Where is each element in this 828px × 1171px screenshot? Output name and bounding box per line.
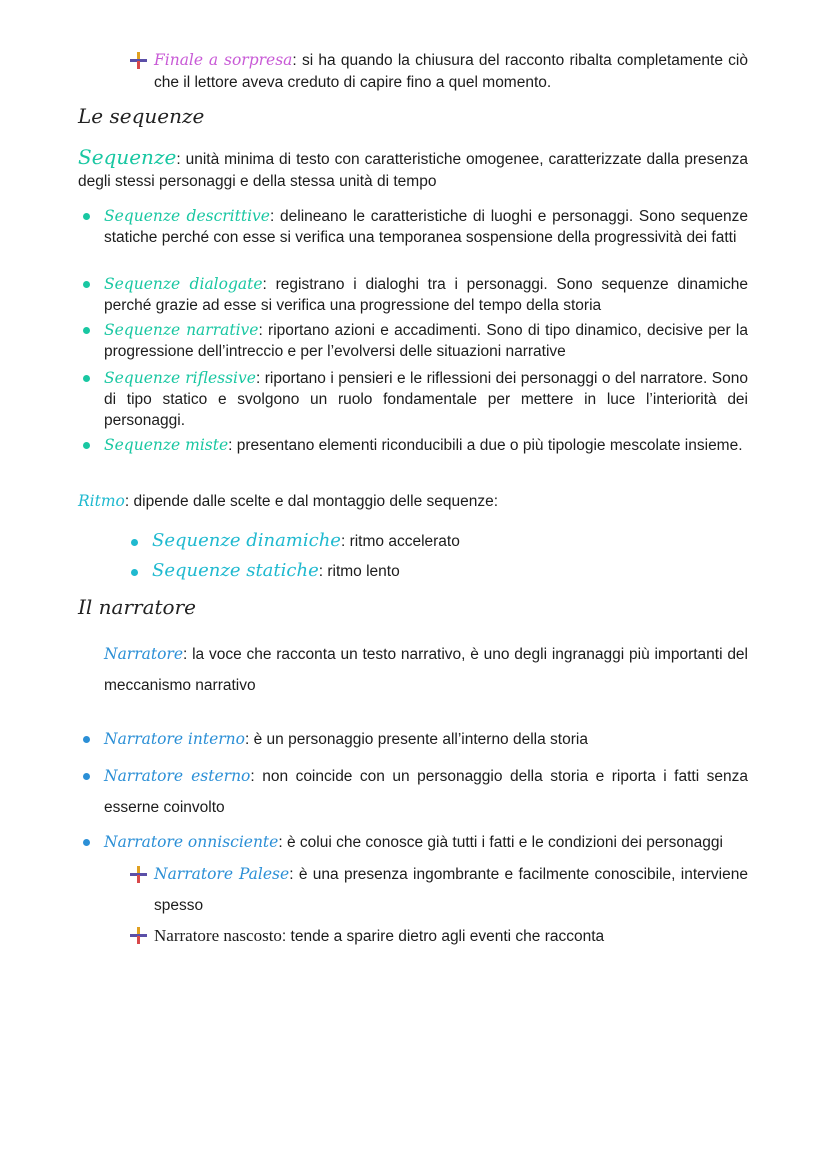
item-term: Sequenze dinamiche [152,530,341,551]
heading-narratore: Il narratore [78,595,196,619]
bullet-icon [83,327,90,334]
bullet-icon [83,281,90,288]
item-term: Narratore onnisciente [104,833,279,851]
ritmo-text: : dipende dalle scelte e dal montaggio delle sequenze: [124,493,499,510]
item-text: : ritmo accelerato [340,533,460,550]
list-item-ritmo-statiche [152,560,400,583]
item-text: : non coincide con un personaggio della storia e riporta i fatti senza esserne coinvolto [104,768,748,816]
narratore-definition-text: : la voce che racconta un testo narrativo, è uno degli ingranaggi più importanti del meccanismo narrativo [104,646,748,694]
narratore-term: Narratore [104,645,184,663]
subitem-narratore-nascosto [154,920,748,952]
list-item-narratore-esterno [104,761,748,823]
item-text: : è un personaggio presente all’interno della storia [245,731,588,748]
item-term: Sequenze descrittive [104,207,270,225]
item-term: Sequenze riflessive [104,369,256,387]
bullet-icon [131,539,138,546]
item-text: : registrano i dialoghi tra i personaggi. Sono sequenze dinamiche perché grazie ad esse si verifica una progressione del tempo della storia [104,276,749,314]
item-term: Sequenze statiche [152,560,319,581]
narratore-definition [104,639,748,701]
item-text: : riportano azioni e accadimenti. Sono di tipo dinamico, decisive per la progressione dell’intreccio e per l’evolversi delle situazioni narrative [104,322,748,360]
item-term: Narratore esterno [104,767,251,785]
sequenze-definition-text: : unità minima di testo con caratteristiche omogenee, caratterizzate dalla presenza degli stessi personaggi e della stessa unità di tempo [78,151,748,190]
plus-bullet-icon [130,866,147,883]
list-item-ritmo-dinamiche [152,530,460,553]
bullet-icon [83,839,90,846]
item-term: Sequenze narrative [104,321,259,339]
heading-sequenze: Le sequenze [78,104,205,128]
item-term: Sequenze miste [104,436,229,454]
bullet-icon [131,569,138,576]
subitem-narratore-palese [154,859,748,921]
list-item-riflessive [104,368,748,431]
bullet-icon [83,773,90,780]
item-term: Sequenze dialogate [104,275,263,293]
bullet-icon [83,375,90,382]
finale-text: : si ha quando la chiusura del racconto ribalta completamente ciò che il lettore aveva creduto di capire fino a quel momento. [154,52,748,91]
bullet-icon [83,736,90,743]
list-item-narrative [104,320,748,362]
list-item-narratore-onnisciente [104,827,748,858]
item-term: Narratore interno [104,730,245,748]
plus-bullet-icon [130,927,147,944]
item-text: : ritmo lento [318,563,400,580]
item-term: Narratore Palese [154,865,290,883]
finale-sorpresa-item [154,49,748,94]
bullet-icon [83,213,90,220]
item-text: : riportano i pensieri e le riflessioni dei personaggi o del narratore. Sono di tipo statico e svolgono un ruolo fondamentale per mettere in luce l’interiorità dei personaggi. [104,370,748,429]
sequenze-term: Sequenze [78,145,177,169]
list-item-descrittive [104,206,748,248]
item-text: : è colui che conosce già tutti i fatti e le condizioni dei personaggi [278,834,723,851]
item-text: : è una presenza ingombrante e facilmente conoscibile, interviene spesso [154,866,748,914]
item-term: Narratore nascosto [154,926,282,945]
bullet-icon [83,442,90,449]
item-text: : presentano elementi riconducibili a due o più tipologie mescolate insieme. [228,437,743,454]
list-item-miste [104,435,748,456]
plus-bullet-icon [130,52,147,69]
list-item-narratore-interno [104,724,748,755]
item-text: : delineano le caratteristiche di luoghi e personaggi. Sono sequenze statiche perché con esse si verifica una temporanea sospensione della progressività dei fatti [104,208,749,246]
ritmo-definition [78,490,748,513]
ritmo-term: Ritmo [78,492,125,510]
item-text: : tende a sparire dietro agli eventi che racconta [281,928,605,945]
list-item-dialogate [104,274,748,316]
sequenze-definition [78,146,748,193]
finale-term: Finale a sorpresa [154,51,293,69]
